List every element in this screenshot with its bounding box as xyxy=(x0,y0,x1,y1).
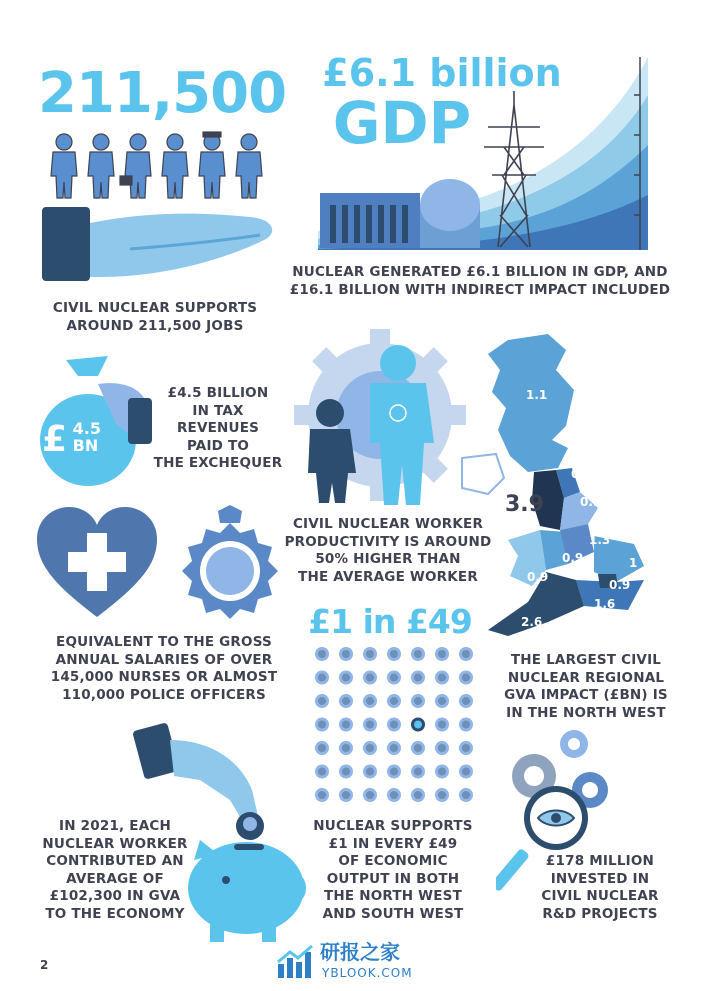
productivity-caption: CIVIL NUCLEAR WORKER PRODUCTIVITY IS AROUND 50% HIGHER THAN THE AVERAGE WORKER xyxy=(284,516,492,585)
map-caption: THE LARGEST CIVIL NUCLEAR REGIONAL GVA IMPACT (£BN) IS IN THE NORTH WEST xyxy=(504,652,668,721)
map-value-northern-ireland: 0.7 xyxy=(469,458,491,472)
tax-bag-label: £ 4.5 BN xyxy=(42,419,101,460)
worker-icon xyxy=(51,134,77,198)
supporting-hand-icon xyxy=(40,205,280,285)
coin-center xyxy=(438,650,446,658)
coin-center xyxy=(414,791,422,799)
coin-center xyxy=(462,674,470,682)
map-value-north-east: 0.8 xyxy=(571,467,593,481)
coin-center xyxy=(414,650,422,658)
coin-center xyxy=(390,744,398,752)
coin-center xyxy=(342,791,350,799)
coin-center xyxy=(390,721,398,729)
coin-center xyxy=(462,697,470,705)
coin-center xyxy=(318,768,326,776)
coin-center xyxy=(390,674,398,682)
salaries-caption: EQUIVALENT TO THE GROSS ANNUAL SALARIES OF OVER 145,000 NURSES OR ALMOST 110,000 POLICE OFFICERS xyxy=(50,634,278,703)
police-officer-icon xyxy=(199,132,225,198)
police-badge-icon xyxy=(180,505,280,620)
gdp-caption: NUCLEAR GENERATED £6.1 BILLION IN GDP, AND £16.1 BILLION WITH INDIRECT IMPACT INCLUDED xyxy=(289,264,671,298)
coin-center xyxy=(342,697,350,705)
coin-center xyxy=(414,768,422,776)
coin-center xyxy=(438,744,446,752)
coin-center xyxy=(342,744,350,752)
coin-center xyxy=(438,674,446,682)
coin-center xyxy=(366,744,374,752)
coin-center xyxy=(414,674,422,682)
coin-center xyxy=(438,697,446,705)
heart-medical-cross-icon xyxy=(35,505,160,620)
uk-regional-gva-map xyxy=(448,330,678,645)
coin-center xyxy=(414,697,422,705)
worker-icon xyxy=(236,134,262,198)
coin-center xyxy=(462,768,470,776)
jobs-number: 211,500 xyxy=(38,61,287,126)
map-value-yorkshire: 0.9 xyxy=(580,495,602,509)
watermark-en: YBLOOK.COM xyxy=(322,966,413,980)
jobs-caption: CIVIL NUCLEAR SUPPORTS AROUND 211,500 JOBS xyxy=(52,300,258,334)
map-region-scotland xyxy=(488,334,574,472)
watermark-logo-icon xyxy=(276,944,316,980)
coin-center xyxy=(462,744,470,752)
tax-caption: £4.5 BILLION IN TAX REVENUES PAID TO THE EXCHEQUER xyxy=(153,385,283,471)
coin-center xyxy=(318,697,326,705)
coin-center xyxy=(462,721,470,729)
page-number: 2 xyxy=(40,958,49,972)
coin-center xyxy=(390,768,398,776)
coin-center xyxy=(414,744,422,752)
coin-center xyxy=(390,697,398,705)
ratio-caption: NUCLEAR SUPPORTS £1 IN EVERY £49 OF ECONOMIC OUTPUT IN BOTH THE NORTH WEST AND SOUTH WEST xyxy=(313,818,473,922)
coin-center xyxy=(366,791,374,799)
gdp-headline-2: GDP xyxy=(332,89,472,157)
coin-center xyxy=(438,768,446,776)
worker-icon xyxy=(162,134,188,198)
map-value-wales: 0.9 xyxy=(527,570,549,584)
workers-illustration xyxy=(44,130,274,200)
map-value-east: 1 xyxy=(629,556,638,570)
coin-center xyxy=(462,791,470,799)
watermark-cn: 研报之家 xyxy=(320,940,400,964)
coin-center xyxy=(318,674,326,682)
coin-center xyxy=(438,721,446,729)
coin-center xyxy=(366,674,374,682)
coin-center xyxy=(366,721,374,729)
coin-center xyxy=(318,791,326,799)
coin-center xyxy=(318,650,326,658)
map-value-west-midlands: 0.9 xyxy=(562,551,584,565)
coin-center xyxy=(342,674,350,682)
map-value-east-midlands: 1.3 xyxy=(589,533,611,547)
coin-center xyxy=(342,650,350,658)
coin-center xyxy=(318,744,326,752)
worker-icon xyxy=(88,134,114,198)
coin-center xyxy=(414,721,422,729)
coin-center xyxy=(366,768,374,776)
coin-dot-grid xyxy=(310,642,480,807)
map-value-south-east: 1.6 xyxy=(594,597,616,611)
coin-center xyxy=(390,791,398,799)
coin-center xyxy=(318,721,326,729)
coin-center xyxy=(366,697,374,705)
worker-icon xyxy=(120,134,151,198)
rnd-caption: £178 MILLION INVESTED IN CIVIL NUCLEAR R&D PROJECTS xyxy=(541,853,659,922)
coin-center xyxy=(342,768,350,776)
map-value-south-east-ext: 0.9 xyxy=(609,578,631,592)
map-value-south-west: 2.6 xyxy=(521,615,543,629)
coin-center xyxy=(390,650,398,658)
gva-caption: IN 2021, EACH NUCLEAR WORKER CONTRIBUTED AN AVERAGE OF £102,300 IN GVA TO THE ECONOMY xyxy=(42,818,188,922)
productivity-gear-people-illustration xyxy=(290,325,470,510)
coin-center xyxy=(462,650,470,658)
coin-center xyxy=(342,721,350,729)
coin-center xyxy=(438,791,446,799)
map-value-north-west: 3.9 xyxy=(505,492,544,517)
map-value-scotland: 1.1 xyxy=(526,388,548,402)
ratio-headline: £1 in £49 xyxy=(308,602,472,641)
coin-center xyxy=(366,650,374,658)
gdp-headline-1: £6.1 billion xyxy=(322,51,562,95)
